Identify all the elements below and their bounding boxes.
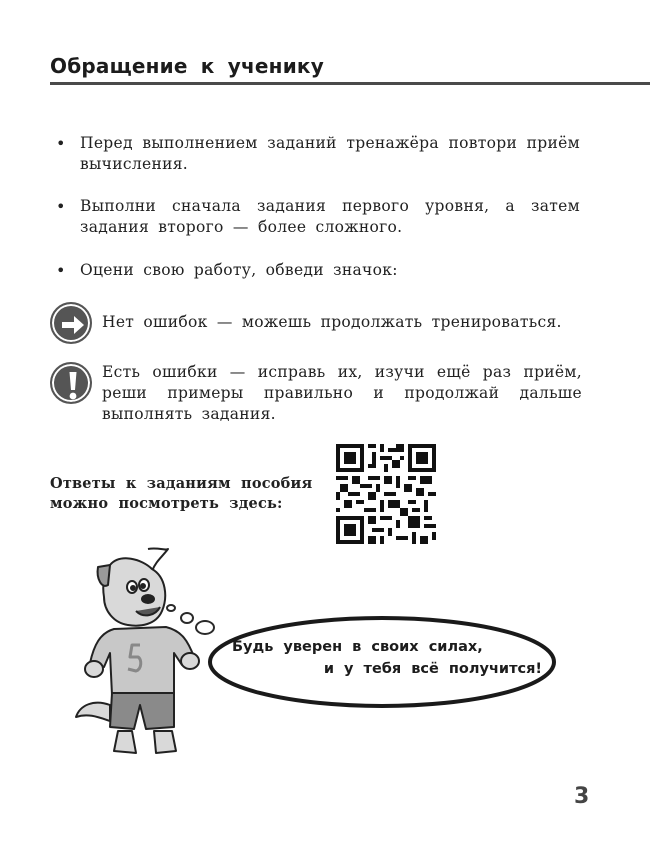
rating-has-errors (50, 362, 590, 428)
qr-code-icon[interactable] (336, 444, 436, 544)
mascot-dog-illustration (70, 545, 220, 760)
thought-dot-2 (180, 612, 194, 624)
answers-line-2: можно посмотреть здесь: (50, 495, 283, 512)
bullet-dot: • (56, 261, 66, 280)
bullet-dot: • (56, 134, 66, 153)
arrow-right-icon[interactable] (50, 302, 92, 344)
bullet-text: Оцени свою работу, обведи значок: (80, 261, 398, 279)
rating-text: Нет ошибок — можешь продолжать тренироваться. (102, 313, 562, 331)
speech-line-1: Будь уверен в своих силах, (232, 639, 483, 655)
bullet-item-2 (56, 196, 581, 240)
bullet-text: Перед выполнением заданий тренажёра повтори приём вычисления. (80, 134, 580, 173)
bullet-dot: • (56, 197, 66, 216)
page-number: 3 (574, 784, 590, 809)
answers-line-1: Ответы к заданиям пособия (50, 475, 313, 492)
exclamation-icon[interactable] (50, 362, 92, 404)
heading-rule (50, 82, 650, 85)
page-heading: Обращение к ученику (50, 54, 324, 78)
bullet-item-1 (56, 133, 581, 177)
bullet-text: Выполни сначала задания первого уровня, а затем задания второго — более сложного. (80, 197, 580, 236)
bullet-item-3 (56, 260, 581, 282)
speech-line-2: и у тебя всё получится! (323, 661, 542, 677)
speech-bubble-text (232, 636, 542, 680)
rating-text: Есть ошибки — исправь их, изучи ещё раз приём, реши примеры правильно и продолжай дальше выполнять задания. (102, 363, 582, 423)
thought-dot-1 (166, 604, 176, 612)
rating-no-errors (50, 302, 590, 346)
answers-caption (50, 474, 320, 514)
